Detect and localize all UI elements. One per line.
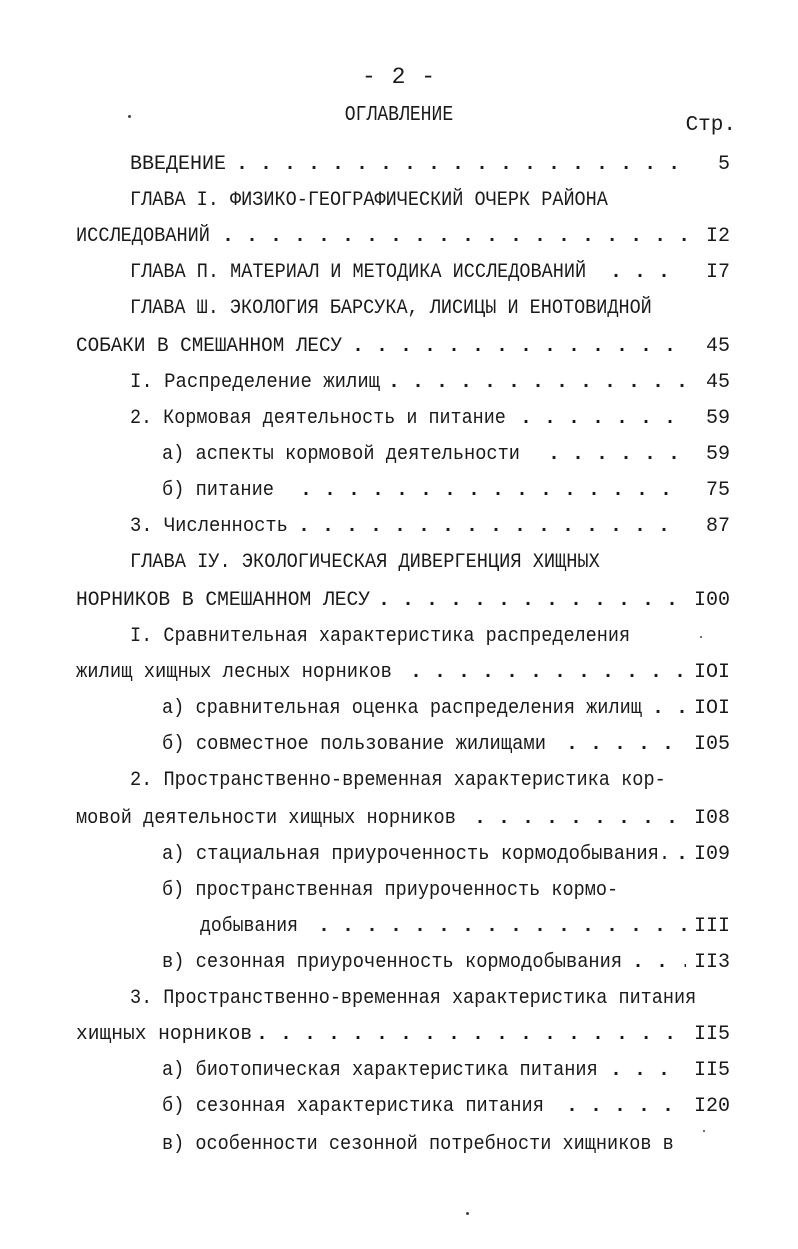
- toc-entry: [162, 1092, 730, 1122]
- scan-speck: [700, 636, 702, 638]
- scan-speck: [703, 1130, 705, 1132]
- toc-entry-page: 75: [705, 479, 730, 502]
- scan-speck: [466, 1212, 469, 1215]
- toc-entry-title: б) пространственная приуроченность кормо-: [162, 879, 619, 902]
- toc-entry-title: НОРНИКОВ В СМЕШАННОМ ЛЕСУ: [76, 589, 371, 612]
- toc-entry-page: II5: [693, 1059, 730, 1082]
- toc-entry-title: а) биотопическая характеристика питания: [162, 1059, 598, 1082]
- toc-entry: [130, 512, 730, 542]
- toc-entry: [130, 622, 730, 652]
- toc-entry-title: I. Сравнительная характеристика распределения: [130, 625, 631, 648]
- toc-entry-title: СОБАКИ В СМЕШАННОМ ЛЕСУ: [76, 335, 343, 358]
- toc-leader-dots: [298, 512, 686, 542]
- toc-leader-dots: [388, 368, 686, 398]
- toc-entry: [162, 440, 730, 470]
- toc-entry: [162, 730, 730, 760]
- toc-leader-dots: [566, 730, 686, 760]
- toc-entry-title: б) совместное пользование жилищами: [162, 733, 547, 756]
- toc-leader-dots: [676, 840, 686, 870]
- toc-entry: [200, 912, 730, 942]
- toc-leader-dots: [652, 694, 686, 724]
- toc-entry-page: I05: [693, 733, 730, 756]
- toc-entry: [76, 1020, 730, 1050]
- toc-leader-dots: [300, 476, 686, 506]
- toc-entry-title: ГЛАВА П. МАТЕРИАЛ И МЕТОДИКА ИССЛЕДОВАНИЙ: [130, 261, 587, 284]
- toc-entry: [130, 548, 730, 578]
- toc-entry: [162, 948, 730, 978]
- toc-entry-page: 45: [705, 371, 730, 394]
- toc-entry: [76, 222, 730, 252]
- toc-entry: [162, 1130, 730, 1160]
- toc-leader-dots: [548, 440, 686, 470]
- toc-leader-dots: [222, 222, 686, 252]
- toc-entry-title: 2. Пространственно-временная характеристика кор-: [130, 769, 666, 792]
- toc-entry-title: а) аспекты кормовой деятельности: [162, 443, 520, 466]
- toc-entry-title: 2. Кормовая деятельность и питание: [130, 407, 506, 430]
- toc-entry-page: 87: [705, 515, 730, 538]
- page-column-header: Стр.: [685, 114, 736, 137]
- toc-leader-dots: [610, 258, 686, 288]
- toc-entry-page: 59: [705, 443, 730, 466]
- toc-entry-title: б) сезонная характеристика питания: [162, 1095, 544, 1118]
- toc-entry-title: I. Распределение жилищ: [130, 371, 381, 394]
- toc-leader-dots: [610, 1056, 686, 1086]
- toc-entry: [76, 332, 730, 362]
- toc-entry-page: I20: [693, 1095, 730, 1118]
- toc-entry-title: ИССЛЕДОВАНИЙ: [76, 225, 210, 248]
- toc-leader-dots: [566, 1092, 686, 1122]
- toc-entry: [130, 186, 730, 216]
- toc-leader-dots: [520, 404, 686, 434]
- toc-entry: [162, 476, 730, 506]
- toc-entry-page: I2: [705, 225, 730, 248]
- page-number: - 2 -: [361, 64, 436, 90]
- toc-entry-page: 5: [717, 153, 730, 176]
- toc-entry-page: II5: [693, 1023, 730, 1046]
- toc-entry-page: 45: [705, 335, 730, 358]
- toc-entry-title: хищных норников: [76, 1023, 253, 1046]
- toc-entry-title: добывания: [200, 915, 298, 938]
- toc-entry: [162, 694, 730, 724]
- toc-entry: [162, 1056, 730, 1086]
- toc-entry-page: IOI: [693, 661, 730, 684]
- toc-leader-dots: [410, 658, 686, 688]
- toc-entry-page: I00: [693, 589, 730, 612]
- toc-leader-dots: [352, 332, 686, 362]
- toc-entry: [130, 150, 730, 180]
- toc-entry-title: а) сравнительная оценка распределения жилищ: [162, 697, 642, 720]
- toc-entry-page: 59: [705, 407, 730, 430]
- toc-entry: [162, 840, 730, 870]
- toc-entry-title: 3. Численность: [130, 515, 288, 538]
- toc-entry: [76, 804, 730, 834]
- toc-leader-dots: [474, 804, 686, 834]
- toc-entry: [76, 586, 730, 616]
- toc-entry-title: мовой деятельности хищных норников: [76, 807, 456, 830]
- toc-entry-title: в) особенности сезонной потребности хищников в: [162, 1133, 674, 1156]
- toc-entry: [130, 294, 730, 324]
- toc-entry-page: I09: [693, 843, 730, 866]
- toc-entry-page: III: [693, 915, 730, 938]
- scan-speck: [128, 115, 131, 118]
- toc-leader-dots: [378, 586, 686, 616]
- toc-leader-dots: [632, 948, 686, 978]
- toc-leader-dots: [256, 1020, 686, 1050]
- toc-entry: [130, 766, 730, 796]
- toc-entry-page: I7: [705, 261, 730, 284]
- toc-entry-title: ГЛАВА IУ. ЭКОЛОГИЧЕСКАЯ ДИВЕРГЕНЦИЯ ХИЩНЫХ: [130, 551, 600, 574]
- toc-entry-title: жилищ хищных лесных норников: [76, 661, 392, 684]
- toc-entry: [76, 658, 730, 688]
- toc-entry: [162, 876, 730, 906]
- toc-entry-title: б) питание: [162, 479, 274, 502]
- toc-entry-page: IOI: [693, 697, 730, 720]
- toc-entry-title: ВВЕДЕНИЕ: [130, 153, 227, 176]
- toc-entry-page: I08: [693, 807, 730, 830]
- toc-entry: [130, 404, 730, 434]
- toc-entry-title: в) сезонная приуроченность кормодобывания: [162, 951, 623, 974]
- toc-entry-title: 3. Пространственно-временная характеристика питания: [130, 987, 697, 1010]
- toc-entry: [130, 984, 730, 1014]
- toc-entry: [130, 368, 730, 398]
- page-title: ОГЛАВЛЕНИЕ: [344, 104, 454, 127]
- toc-entry-title: ГЛАВА Ш. ЭКОЛОГИЯ БАРСУКА, ЛИСИЦЫ И ЕНОТОВИДНОЙ: [130, 297, 652, 320]
- toc-leader-dots: [236, 150, 686, 180]
- toc-entry: [130, 258, 730, 288]
- toc-entry-title: а) стациальная приуроченность кормодобывания.: [162, 843, 671, 866]
- toc-entry-title: ГЛАВА I. ФИЗИКО-ГЕОГРАФИЧЕСКИЙ ОЧЕРК РАЙОНА: [130, 189, 608, 212]
- toc-leader-dots: [318, 912, 686, 942]
- toc-entry-page: II3: [693, 951, 730, 974]
